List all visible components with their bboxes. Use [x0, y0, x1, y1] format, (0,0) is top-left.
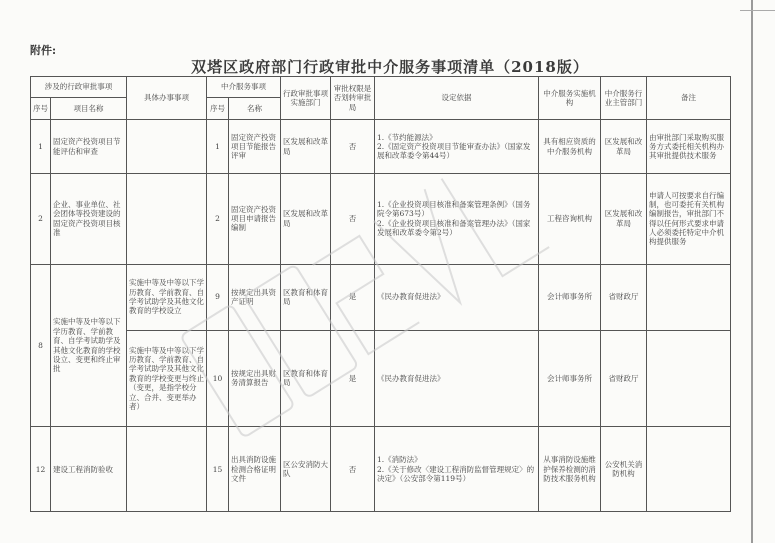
cell-remarks	[647, 427, 731, 512]
header-seq: 序号	[31, 97, 51, 120]
cell-basis: 《民办教育促进法》	[375, 330, 539, 427]
cell-intermediary-name: 出具消防设施检测合格证明文件	[229, 427, 281, 512]
cell-agency: 工程咨询机构	[539, 173, 601, 264]
cell-intermediary-name: 固定资产投资项目申请报告编制	[229, 173, 281, 264]
cell-agency: 会计师事务所	[539, 264, 601, 330]
cell-department: 区发展和改革局	[281, 120, 331, 174]
cell-basis: 《民办教育促进法》	[375, 264, 539, 330]
table-row	[31, 173, 731, 264]
cell-intermediary-seq: 9	[207, 264, 229, 330]
cell-transfer: 否	[331, 427, 375, 512]
scan-edge-line-top	[740, 10, 775, 11]
header-item-name: 项目名称	[51, 97, 127, 120]
cell-agency: 具有相应资质的中介服务机构	[539, 120, 601, 174]
cell-remarks	[647, 330, 731, 427]
cell-agency: 从事消防设施维护保养检测的消防技术服务机构	[539, 427, 601, 512]
header-competent-dept: 中介服务行业主管部门	[601, 77, 647, 120]
cell-seq: 1	[31, 120, 51, 174]
table-row	[31, 330, 731, 427]
cell-specific	[127, 173, 207, 264]
header-agency: 中介服务实施机构	[539, 77, 601, 120]
cell-specific	[127, 120, 207, 174]
header-remarks: 备注	[647, 77, 731, 120]
header-department: 行政审批事项实施部门	[281, 77, 331, 120]
header-row-1	[31, 77, 731, 98]
table-row	[31, 264, 731, 330]
cell-transfer: 是	[331, 330, 375, 427]
cell-competent: 公安机关消防机构	[601, 427, 647, 512]
cell-intermediary-seq: 15	[207, 427, 229, 512]
cell-specific: 实施中等及中等以下学历教育、学前教育、自学考试助学及其他文化教育的学校设立	[127, 264, 207, 330]
cell-department: 区公安消防大队	[281, 427, 331, 512]
table-row	[31, 427, 731, 512]
cell-transfer: 是	[331, 264, 375, 330]
header-name: 名称	[229, 97, 281, 120]
cell-competent: 省财政厅	[601, 264, 647, 330]
cell-remarks: 由审批部门采取购买服务方式委托相关机构办其审批提供技术服务	[647, 120, 731, 174]
cell-item-name: 建设工程消防验收	[51, 427, 127, 512]
cell-remarks	[647, 264, 731, 330]
cell-transfer: 否	[331, 120, 375, 174]
cell-intermediary-name: 按规定出具财务清算报告	[229, 330, 281, 427]
cell-agency: 会计师事务所	[539, 330, 601, 427]
header-intermediary: 中介服务事项	[207, 77, 281, 98]
document-title: 双塔区政府部门行政审批中介服务事项清单（2018版）	[191, 58, 589, 76]
cell-department: 区教育和体育局	[281, 264, 331, 330]
cell-remarks: 申请人可按要求自行编制，也可委托有关机构编制报告，审批部门不得以任何形式要求申请人必须委托特定中介机构提供服务	[647, 173, 731, 264]
cell-intermediary-seq: 10	[207, 330, 229, 427]
cell-specific	[127, 427, 207, 512]
cell-competent: 省财政厅	[601, 330, 647, 427]
cell-specific: 实施中等及中等以下学历教育、学前教育、自学考试助学及其他文化教育的学校变更与终止（变更，是指学校分立、合并、变更举办者）	[127, 330, 207, 427]
cell-department: 区教育和体育局	[281, 330, 331, 427]
cell-item-name: 固定资产投资项目节能评估和审查	[51, 120, 127, 174]
cell-competent: 区发展和改革局	[601, 173, 647, 264]
header-basis: 设定依据	[375, 77, 539, 120]
cell-intermediary-seq: 1	[207, 120, 229, 174]
cell-intermediary-seq: 2	[207, 173, 229, 264]
cell-item-name: 企业、事业单位、社会团体等投资建设的固定资产投资项目核准	[51, 173, 127, 264]
header-authority: 审批权限是否划转审批局	[331, 77, 375, 120]
header-specific-matters: 具体办事事项	[127, 77, 207, 120]
header-admin-items: 涉及的行政审批事项	[31, 77, 127, 98]
cell-basis: 1.《消防法》 2.《关于修改〈建设工程消防监督管理规定〉的决定》（公安部令第119号）	[375, 427, 539, 512]
table-row	[31, 120, 731, 174]
cell-competent: 区发展和改革局	[601, 120, 647, 174]
cell-intermediary-name: 按规定出具资产证明	[229, 264, 281, 330]
service-items-table	[30, 76, 731, 512]
cell-department: 区发展和改革局	[281, 173, 331, 264]
cell-seq: 2	[31, 173, 51, 264]
attachment-label: 附件:	[30, 44, 57, 57]
cell-item-name: 实施中等及中等以下学历教育、学前教育、自学考试助学及其他文化教育的学校设立、变更和终止审批	[51, 264, 127, 427]
cell-intermediary-name: 固定资产投资项目节能报告评审	[229, 120, 281, 174]
cell-basis: 1.《节约能源法》 2.《固定资产投资项目节能审查办法》（国家发展和改革委令第44号）	[375, 120, 539, 174]
cell-basis: 1.《企业投资项目核准和备案管理条例》（国务院令第673号） 2.《企业投资项目核准和备案管理办法》（国家发展和改革委令第2号）	[375, 173, 539, 264]
cell-seq: 8	[31, 264, 51, 427]
cell-transfer: 否	[331, 173, 375, 264]
scan-edge-line	[751, 0, 753, 543]
header-seq-2: 序号	[207, 97, 229, 120]
cell-seq: 12	[31, 427, 51, 512]
